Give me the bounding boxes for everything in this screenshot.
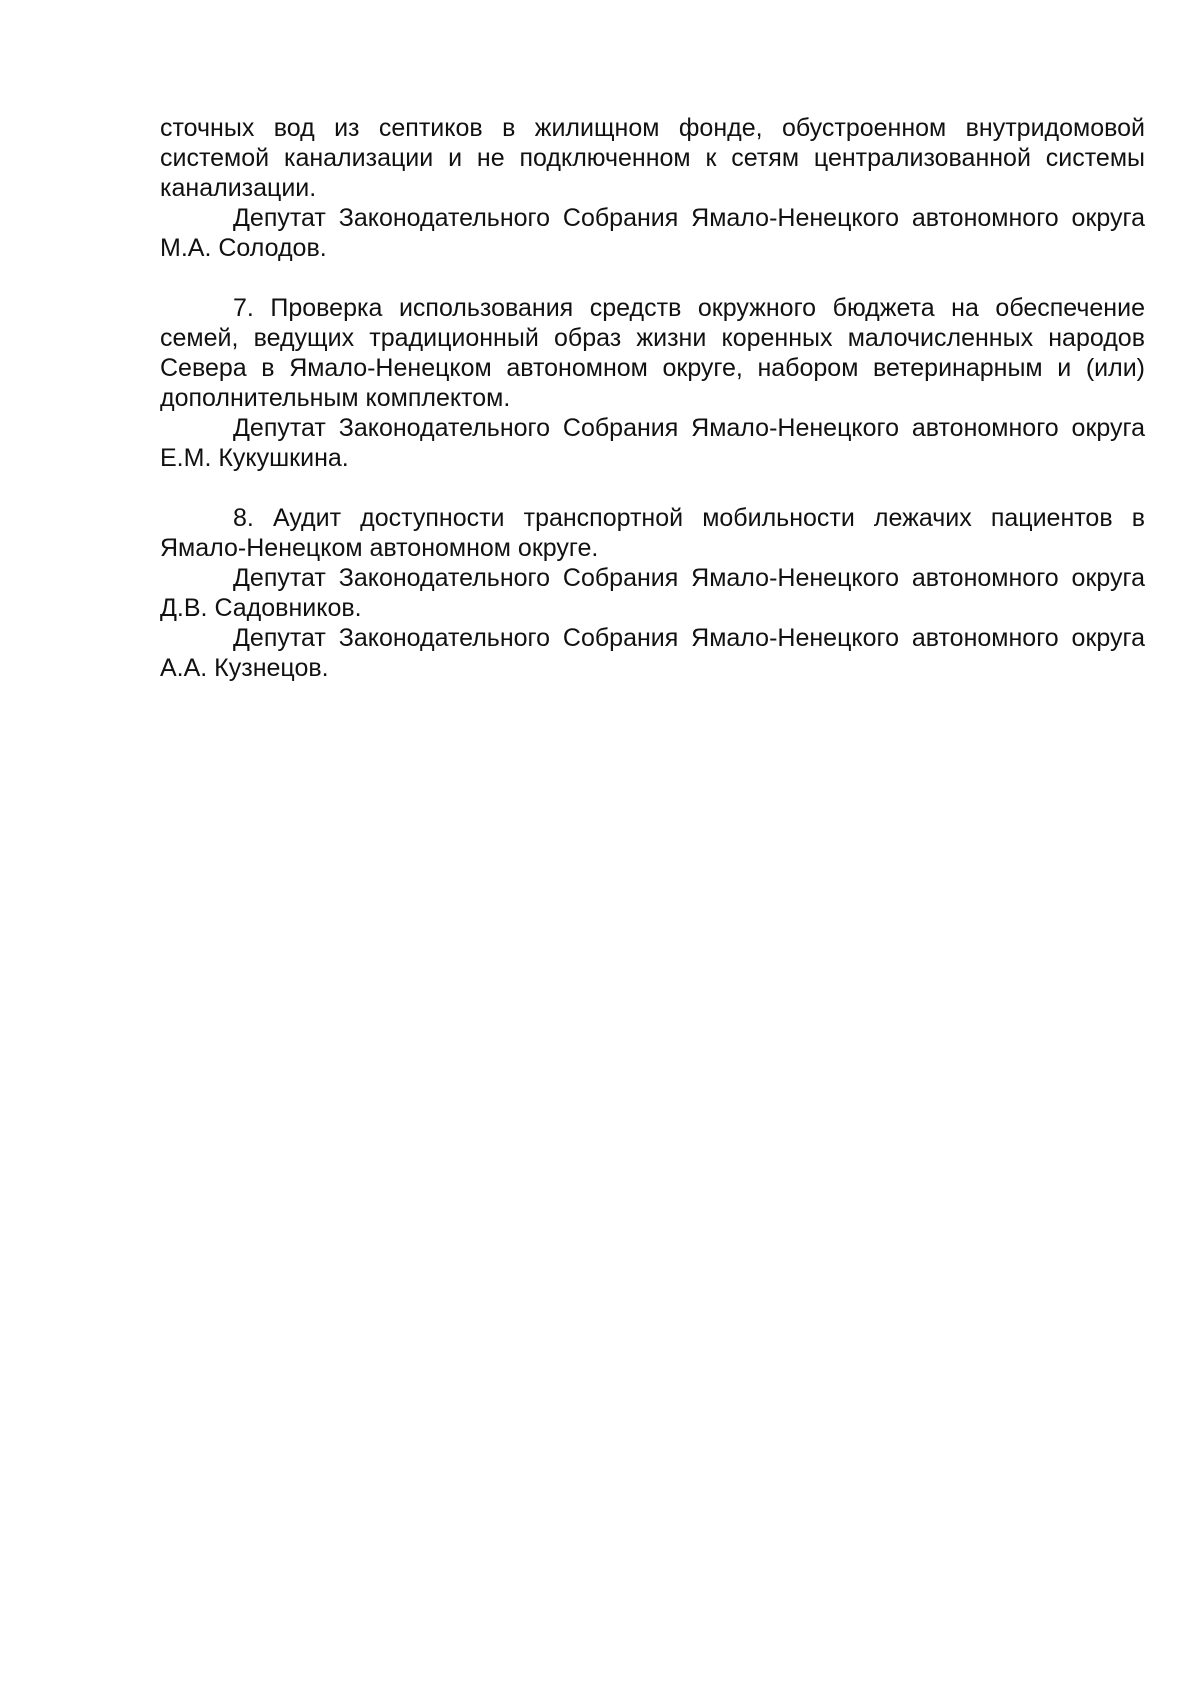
paragraph-deputy-sadovnikov: Депутат Законодательного Собрания Ямало-Ненецкого автономного округа Д.В. Садовников.: [160, 564, 1145, 622]
document-body: [160, 113, 1145, 683]
paragraph-item-8: 8. Аудит доступности транспортной мобильности лежачих пациентов в Ямало-Ненецком автономном округе.: [160, 504, 1145, 562]
paragraph-deputy-solodov: Депутат Законодательного Собрания Ямало-Ненецкого автономного округа М.А. Солодов.: [160, 204, 1145, 262]
paragraph-spacer: [160, 473, 1145, 503]
paragraph-item-7: 7. Проверка использования средств окружного бюджета на обеспечение семей, ведущих традиционный образ жизни коренных малочисленных народов Севера в Ямало-Ненецком автономном округе, набором ветеринарным и (или) дополнительным комплектом.: [160, 294, 1145, 412]
paragraph-spacer: [160, 263, 1145, 293]
paragraph-septic-continuation: сточных вод из септиков в жилищном фонде, обустроенном внутридомовой системой канализации и не подключенном к сетям централизованной системы канализации.: [160, 114, 1145, 202]
paragraph-deputy-kuznetsov: Депутат Законодательного Собрания Ямало-Ненецкого автономного округа А.А. Кузнецов.: [160, 624, 1145, 682]
paragraph-deputy-kukushkina: Депутат Законодательного Собрания Ямало-Ненецкого автономного округа Е.М. Кукушкина.: [160, 414, 1145, 472]
